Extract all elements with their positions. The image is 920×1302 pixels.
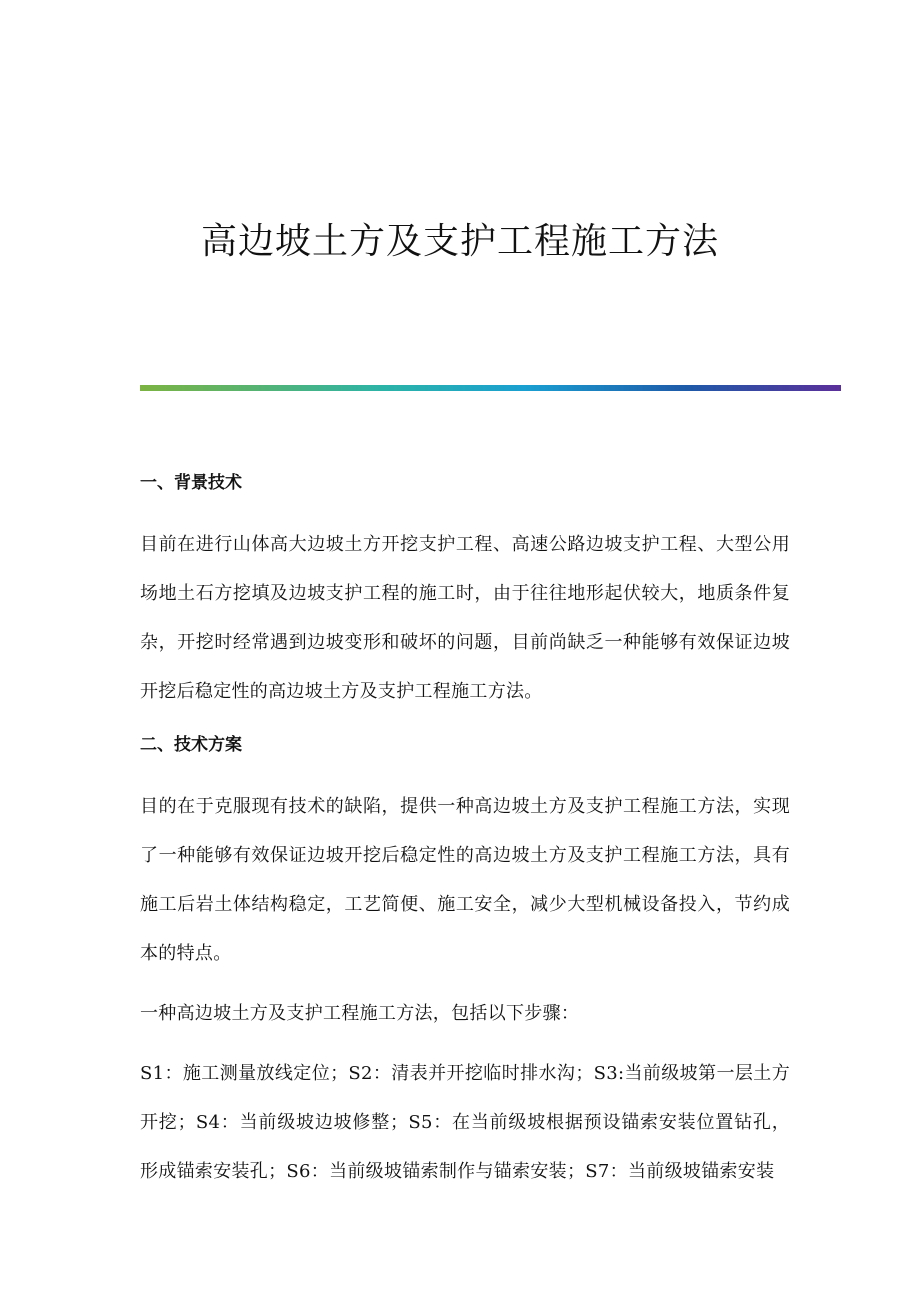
page-title: 高边坡土方及支护工程施工方法 (200, 221, 719, 262)
paragraph-background: 目前在进行山体高大边坡土方开挖支护工程、高速公路边坡支护工程、大型公用场地土石方挖填及边坡支护工程的施工时，由于往往地形起伏较大，地质条件复杂，开挖时经常遇到边坡变形和破坏的问题，目前尚缺乏一种能够有效保证边坡开挖后稳定性的高边坡土方及支护工程施工方法。 (140, 534, 790, 702)
paragraph-method-intro: 一种高边坡土方及支护工程施工方法，包括以下步骤： (140, 1003, 580, 1024)
section-heading-technical-solution: 二、技术方案 (140, 735, 242, 755)
document-body (140, 466, 790, 1196)
title-divider (140, 385, 841, 391)
paragraph-objective: 目的在于克服现有技术的缺陷，提供一种高边坡土方及支护工程施工方法，实现了一种能够有效保证边坡开挖后稳定性的高边坡土方及支护工程施工方法，具有施工后岩土体结构稳定，工艺简便、施工安全，减少大型机械设备投入，节约成本的特点。 (140, 796, 790, 964)
paragraph-steps: S1：施工测量放线定位；S2：清表并开挖临时排水沟；S3:当前级坡第一层土方开挖；S4：当前级坡边坡修整；S5：在当前级坡根据预设锚索安装位置钻孔，形成锚索安装孔；S6：当前级坡锚索制作与锚索安装；S7：当前级坡锚索安装 (140, 1063, 790, 1182)
section-heading-background: 一、背景技术 (140, 473, 242, 493)
